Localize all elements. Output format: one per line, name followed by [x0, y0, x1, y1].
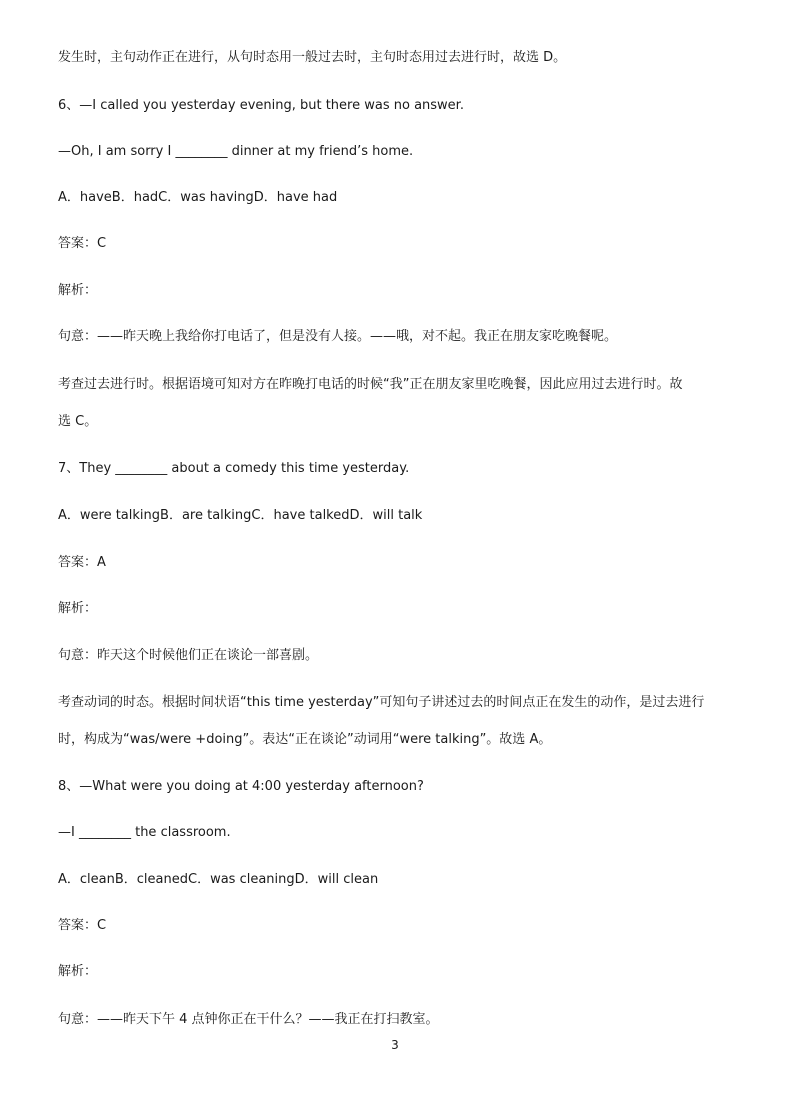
question-8-answer: 答案：C	[58, 918, 107, 933]
question-8-response: —I ________ the classroom.	[58, 825, 231, 840]
question-6-meaning: 句意：——昨天晚上我给你打电话了，但是没有人接。——哦，对不起。我正在朋友家吃晚餐呢。	[58, 329, 618, 344]
question-6-prompt: 6、—I called you yesterday evening, but there was no answer.	[58, 98, 464, 113]
question-7-options: A．were talkingB．are talkingC．have talkedD．will talk	[58, 508, 423, 523]
page-number: 3	[391, 1038, 399, 1052]
question-7-analysis-label: 解析：	[58, 601, 98, 616]
question-7-explanation-line-1: 考查动词的时态。根据时间状语“this time yesterday”可知句子讲述过去的时间点正在发生的动作，是过去进行	[58, 695, 705, 710]
question-6-explanation-line-2: 选 C。	[58, 414, 98, 429]
question-8-meaning: 句意：——昨天下午 4 点钟你正在干什么？——我正在打扫教室。	[58, 1012, 439, 1027]
question-6-analysis-label: 解析：	[58, 283, 98, 298]
question-6-response: —Oh, I am sorry I ________ dinner at my friend’s home.	[58, 144, 414, 159]
question-8-options: A．cleanB．cleanedC．was cleaningD．will clean	[58, 872, 379, 887]
question-7-answer: 答案：A	[58, 555, 106, 570]
question-7-explanation-line-2: 时，构成为“was/were +doing”。表达“正在谈论”动词用“were talking”。故选 A。	[58, 732, 552, 747]
question-8-analysis-label: 解析：	[58, 964, 98, 979]
text-line-continuation: 发生时，主句动作正在进行，从句时态用一般过去时，主句时态用过去进行时，故选 D。	[58, 50, 567, 65]
question-7-meaning: 句意：昨天这个时候他们正在谈论一部喜剧。	[58, 648, 319, 663]
question-8-prompt: 8、—What were you doing at 4:00 yesterday afternoon?	[58, 779, 424, 794]
question-6-answer: 答案：C	[58, 236, 107, 251]
question-6-explanation-line-1: 考查过去进行时。根据语境可知对方在昨晚打电话的时候“我”正在朋友家里吃晚餐，因此应用过去进行时。故	[58, 377, 683, 392]
question-6-options: A．haveB．hadC．was havingD．have had	[58, 190, 338, 205]
question-7-prompt: 7、They ________ about a comedy this time yesterday.	[58, 461, 410, 476]
